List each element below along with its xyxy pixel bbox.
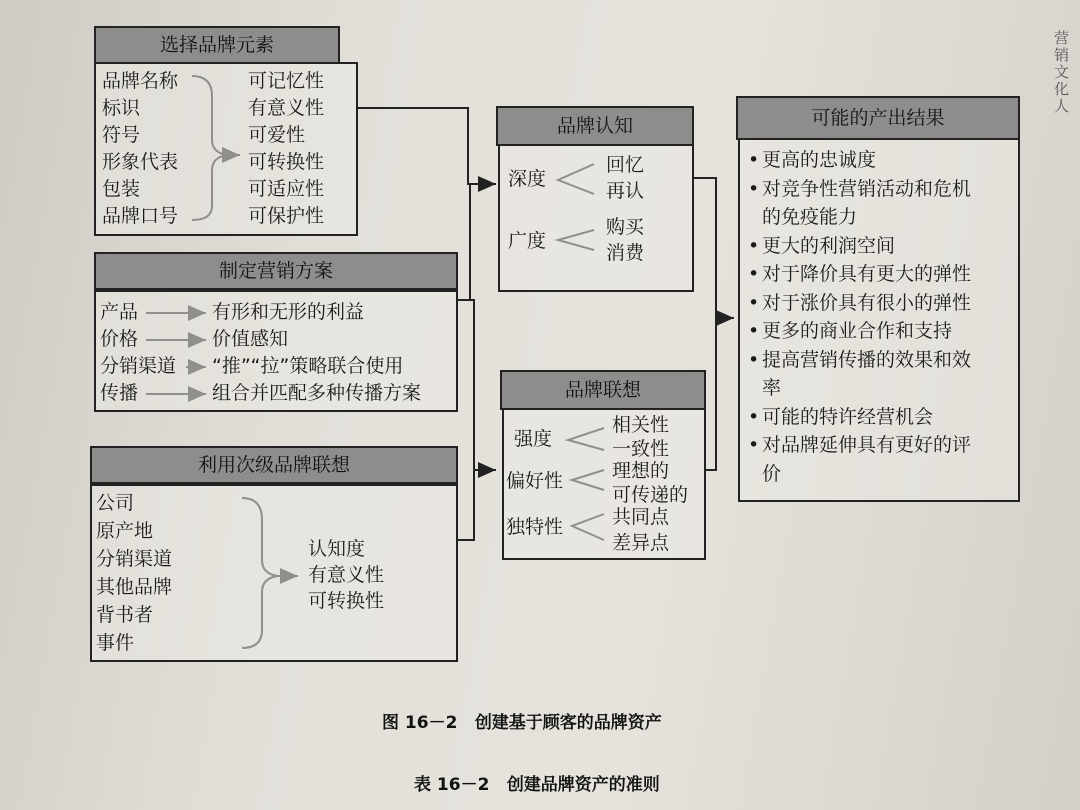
watermark: 营销文化人 bbox=[1052, 30, 1070, 115]
outcome-item bbox=[748, 346, 1016, 375]
outcome-item bbox=[748, 403, 1016, 432]
figure-number: 图 16－2 bbox=[382, 713, 458, 733]
bullet-icon: • bbox=[748, 434, 760, 456]
awareness-depth-item-1: 回忆 bbox=[606, 154, 645, 176]
brand-criterion-2: 有意义性 bbox=[248, 97, 325, 119]
box-marketing-program-header bbox=[94, 252, 458, 290]
bullet-icon: • bbox=[748, 405, 760, 428]
secondary-source-5: 背书者 bbox=[96, 604, 154, 626]
secondary-criterion-1: 认知度 bbox=[308, 538, 366, 560]
outcome-list bbox=[748, 146, 1016, 488]
brand-criterion-4: 可转换性 bbox=[248, 151, 325, 173]
association-strength-item-1: 相关性 bbox=[612, 414, 670, 436]
brand-element-6: 品牌口号 bbox=[102, 205, 179, 227]
brand-element-1: 品牌名称 bbox=[102, 70, 179, 92]
bullet-icon: • bbox=[748, 291, 760, 314]
figure-title: 创建基于顾客的品牌资产 bbox=[474, 713, 662, 733]
box-outcomes-header bbox=[736, 96, 1020, 140]
marketing-key-2: 价格 bbox=[100, 328, 139, 350]
secondary-source-6: 事件 bbox=[96, 632, 135, 654]
secondary-source-3: 分销渠道 bbox=[96, 548, 173, 570]
figure-caption bbox=[382, 708, 662, 733]
outcome-text: 对竞争性营销活动和危机 bbox=[762, 177, 972, 200]
table-number: 表 16－2 bbox=[414, 775, 490, 795]
outcome-item bbox=[748, 232, 1016, 261]
box-brand-association-title: 品牌联想 bbox=[564, 379, 641, 401]
brand-element-4: 形象代表 bbox=[102, 151, 179, 173]
box-brand-association-header bbox=[500, 370, 706, 410]
table-title: 创建品牌资产的准则 bbox=[506, 775, 660, 795]
outcome-item bbox=[748, 146, 1016, 175]
association-unique-item-1: 共同点 bbox=[612, 506, 670, 528]
outcome-text: 更多的商业合作和支持 bbox=[762, 320, 953, 342]
outcome-item bbox=[748, 431, 1016, 460]
awareness-breadth-item-2: 消费 bbox=[606, 242, 645, 264]
association-unique-item-2: 差异点 bbox=[612, 532, 670, 554]
brand-criterion-5: 可适应性 bbox=[248, 178, 325, 200]
association-favor-label: 偏好性 bbox=[506, 470, 564, 492]
secondary-source-1: 公司 bbox=[96, 492, 135, 514]
outcome-item bbox=[748, 460, 1016, 489]
bullet-icon: • bbox=[748, 177, 760, 200]
outcome-item bbox=[748, 203, 1016, 232]
brand-criterion-1: 可记忆性 bbox=[248, 70, 325, 92]
marketing-value-1: 有形和无形的利益 bbox=[212, 301, 365, 323]
outcome-item bbox=[748, 289, 1016, 318]
marketing-value-2: 价值感知 bbox=[212, 328, 289, 350]
box-marketing-program-title: 制定营销方案 bbox=[218, 260, 333, 282]
box-brand-elements-title: 选择品牌元素 bbox=[159, 34, 274, 56]
box-brand-awareness-header bbox=[496, 106, 694, 146]
box-secondary-associations-title: 利用次级品牌联想 bbox=[197, 454, 350, 476]
table-caption bbox=[414, 770, 660, 795]
outcome-text: 率 bbox=[762, 377, 782, 399]
marketing-key-3: 分销渠道 bbox=[100, 355, 177, 377]
brand-element-2: 标识 bbox=[102, 97, 141, 119]
outcome-item bbox=[748, 260, 1016, 289]
brand-criterion-6: 可保护性 bbox=[248, 205, 325, 227]
outcome-text: 对于降价具有更大的弹性 bbox=[762, 263, 972, 285]
awareness-breadth-item-1: 购买 bbox=[606, 216, 645, 238]
awareness-breadth-label: 广度 bbox=[508, 230, 547, 252]
marketing-value-3: “推”“拉”策略联合使用 bbox=[212, 355, 404, 377]
association-unique-label: 独特性 bbox=[506, 516, 564, 538]
box-brand-elements-header bbox=[94, 26, 340, 64]
outcome-text: 更高的忠诚度 bbox=[762, 149, 877, 171]
outcome-text: 对于涨价具有很小的弹性 bbox=[762, 291, 972, 314]
outcome-item bbox=[748, 175, 1016, 204]
association-favor-item-1: 理想的 bbox=[612, 460, 670, 482]
bullet-icon: • bbox=[748, 149, 760, 171]
outcome-item bbox=[748, 374, 1016, 403]
bullet-icon: • bbox=[748, 234, 760, 257]
box-brand-awareness-title: 品牌认知 bbox=[556, 115, 633, 137]
secondary-source-2: 原产地 bbox=[96, 520, 154, 542]
box-secondary-associations bbox=[90, 484, 458, 662]
bullet-icon: • bbox=[748, 263, 760, 285]
outcome-text: 提高营销传播的效果和效 bbox=[762, 348, 972, 371]
secondary-source-4: 其他品牌 bbox=[96, 576, 173, 598]
marketing-value-4: 组合并匹配多种传播方案 bbox=[212, 382, 422, 404]
outcome-text: 价 bbox=[762, 462, 782, 485]
awareness-depth-item-2: 再认 bbox=[606, 180, 645, 202]
bullet-icon: • bbox=[748, 348, 760, 371]
outcome-text: 的免疫能力 bbox=[762, 206, 858, 228]
association-favor-item-2: 可传递的 bbox=[612, 484, 689, 506]
marketing-key-4: 传播 bbox=[100, 382, 139, 404]
marketing-key-1: 产品 bbox=[100, 301, 139, 323]
secondary-criterion-2: 有意义性 bbox=[308, 564, 385, 586]
box-outcomes-title: 可能的产出结果 bbox=[811, 107, 945, 129]
association-strength-item-2: 一致性 bbox=[612, 438, 670, 460]
outcome-text: 可能的特许经营机会 bbox=[762, 405, 934, 428]
brand-criterion-3: 可爱性 bbox=[248, 124, 306, 146]
outcome-text: 对品牌延伸具有更好的评 bbox=[762, 434, 972, 456]
outcome-item bbox=[748, 317, 1016, 346]
bullet-icon: • bbox=[748, 320, 760, 342]
box-secondary-associations-header bbox=[90, 446, 458, 484]
outcome-text: 更大的利润空间 bbox=[762, 234, 896, 257]
brand-element-3: 符号 bbox=[102, 124, 141, 146]
association-strength-label: 强度 bbox=[514, 428, 553, 450]
awareness-depth-label: 深度 bbox=[508, 168, 547, 190]
brand-element-5: 包装 bbox=[102, 178, 141, 200]
secondary-criterion-3: 可转换性 bbox=[308, 590, 385, 612]
